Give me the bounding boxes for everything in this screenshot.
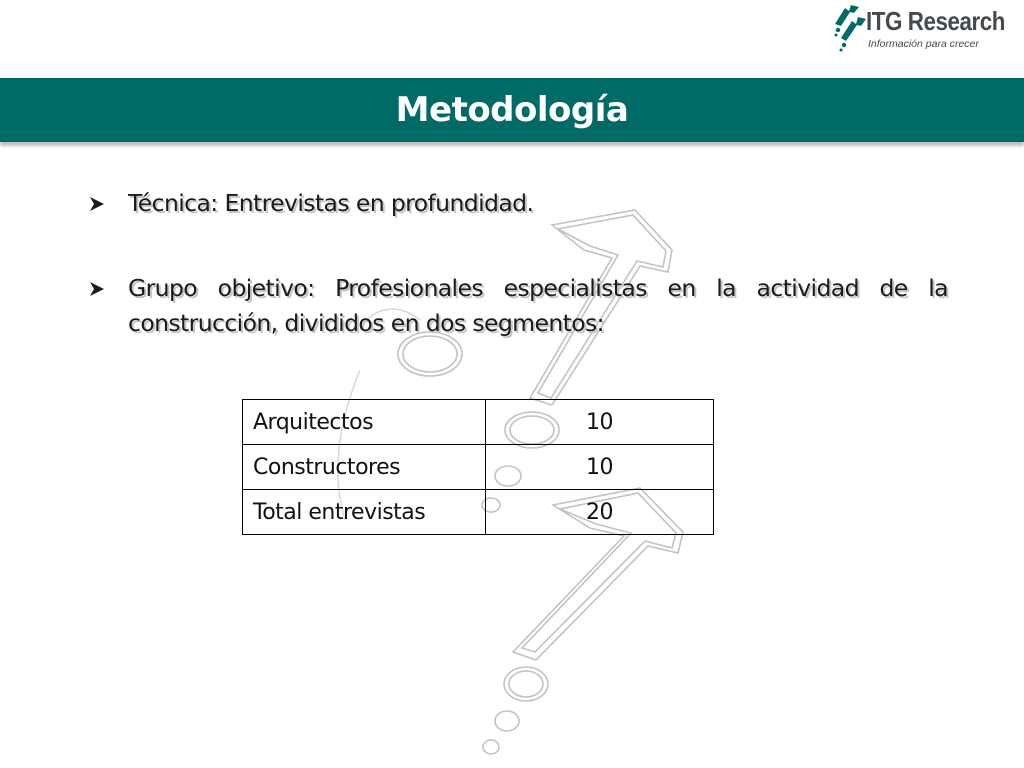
bullet-item-tecnica [88, 186, 948, 221]
arrow-bullet-icon [88, 195, 106, 213]
table-row [243, 400, 714, 445]
table-cell-label: Constructores [243, 445, 486, 490]
title-bar [0, 78, 1024, 142]
bullet-list [88, 186, 948, 341]
logo-arrows-icon [832, 4, 866, 52]
logo-name: ITG Research [866, 6, 1006, 36]
page-title: Metodología [395, 90, 629, 130]
bullet-text: Grupo objetivo: Profesionales especialistas en la actividad de la construcción, divididos en dos segmentos: [128, 274, 948, 337]
table-row [243, 490, 714, 535]
table-row [243, 445, 714, 490]
logo-tagline: Información para crecer [868, 38, 979, 50]
bullet-item-grupo-objetivo [88, 271, 948, 341]
bullet-text: Técnica: Entrevistas en profundidad. [128, 189, 534, 217]
table-cell-label: Arquitectos [243, 400, 486, 445]
table-cell-value: 10 [486, 400, 714, 445]
itg-research-logo [832, 4, 1018, 56]
table-cell-value: 10 [486, 445, 714, 490]
interviews-table [242, 399, 714, 535]
arrow-bullet-icon [88, 280, 106, 298]
table-cell-label: Total entrevistas [243, 490, 486, 535]
table-cell-value: 20 [486, 490, 714, 535]
